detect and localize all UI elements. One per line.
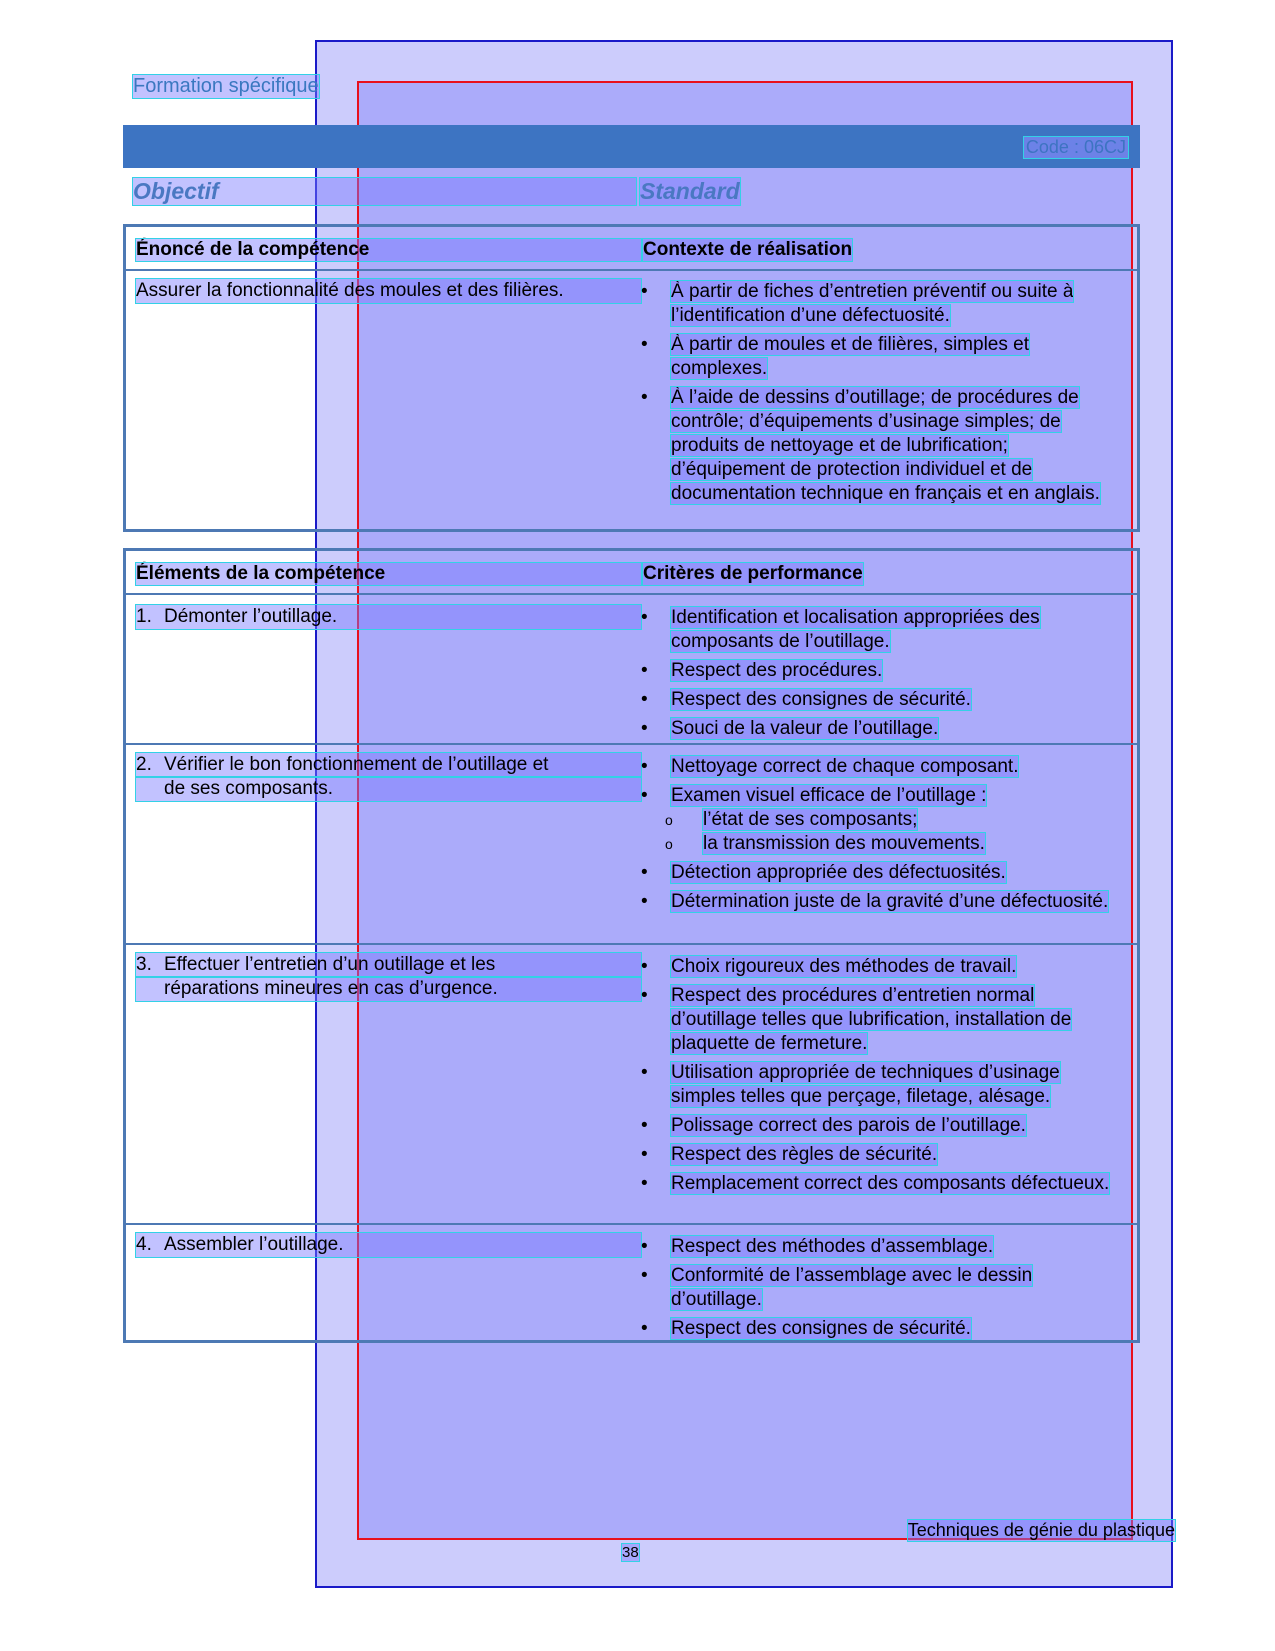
elements-table (123, 548, 1140, 1343)
enonce-table (123, 224, 1140, 532)
enonce-header: Énoncé de la compétence (136, 239, 641, 261)
element-1: 1. Démonter l’outillage. (136, 605, 641, 629)
page-number: 38 (622, 1544, 639, 1561)
code-value: 06CJ (1083, 137, 1126, 157)
elements-header: Éléments de la compétence (136, 563, 641, 585)
divider (126, 1223, 1137, 1225)
criteria-list-1 (641, 606, 1111, 746)
section-standard: Standard (640, 178, 740, 204)
list-item: • Respect des procédures d’entretien normal d’outillage telles que lubrification, installation de plaquette de fermeture. (641, 985, 1072, 1054)
element-2: 2. Vérifier le bon fonctionnement de l’outillage et de ses composants. (136, 753, 641, 801)
header-band (123, 125, 1140, 168)
element-3: 3. Effectuer l’entretien d’un outillage et les réparations mineures en cas d’urgence. (136, 953, 641, 1001)
list-item: • Examen visuel efficace de l’outillage : (641, 785, 987, 806)
contexte-list (641, 280, 1111, 511)
code-label: Code : 06CJ (1025, 137, 1126, 157)
element-4: 4. Assembler l’outillage. (136, 1233, 641, 1257)
list-item: • À partir de fiches d’entretien préventif ou suite à l’identification d’une défectuosité. (641, 281, 1074, 326)
contexte-header: Contexte de réalisation (643, 239, 853, 260)
criteria-list-4 (641, 1235, 1111, 1346)
list-item: • Respect des procédures. (641, 660, 883, 681)
list-item: • Nettoyage correct de chaque composant. (641, 756, 1019, 777)
document-title: Formation spécifique (133, 75, 319, 97)
divider (126, 943, 1137, 945)
criteria-list-2 (641, 755, 1111, 919)
sub-list-item: o l’état de ses composants; (665, 809, 918, 830)
criteres-header: Critères de performance (643, 563, 863, 584)
list-item: • Respect des consignes de sécurité. (641, 1318, 971, 1339)
list-item: • Identification et localisation appropriées des composants de l’outillage. (641, 607, 1040, 652)
list-item: • Respect des règles de sécurité. (641, 1144, 938, 1165)
list-item: • Détermination juste de la gravité d’une défectuosité. (641, 891, 1109, 912)
footer-program: Techniques de génie du plastique (907, 1520, 1175, 1540)
list-item: • À partir de moules et de filières, simples et complexes. (641, 334, 1029, 379)
list-item: • À l’aide de dessins d’outillage; de procédures de contrôle; d’équipements d’usinage simples; de produits de nettoyage et de lubrification; d’équipement de protection individuel et de documentation technique en français et en anglais. (641, 387, 1100, 504)
divider (126, 593, 1137, 595)
sub-list-item: o la transmission des mouvements. (665, 833, 985, 854)
divider (126, 269, 1137, 271)
list-item: • Utilisation appropriée de techniques d’usinage simples telles que perçage, filetage, alésage. (641, 1062, 1060, 1107)
list-item: • Polissage correct des parois de l’outillage. (641, 1115, 1026, 1136)
list-item: • Respect des méthodes d’assemblage. (641, 1236, 994, 1257)
competence-statement: Assurer la fonctionnalité des moules et des filières. (136, 279, 641, 303)
list-item: • Détection appropriée des défectuosités. (641, 862, 1006, 883)
list-item: • Remplacement correct des composants défectueux. (641, 1173, 1110, 1194)
list-item: • Respect des consignes de sécurité. (641, 689, 971, 710)
divider (126, 743, 1137, 745)
list-item: • Choix rigoureux des méthodes de travail. (641, 956, 1017, 977)
list-item: • Souci de la valeur de l’outillage. (641, 718, 939, 739)
section-objectif: Objectif (133, 178, 636, 205)
criteria-list-3 (641, 955, 1111, 1201)
list-item: • Conformité de l’assemblage avec le dessin d’outillage. (641, 1265, 1033, 1310)
